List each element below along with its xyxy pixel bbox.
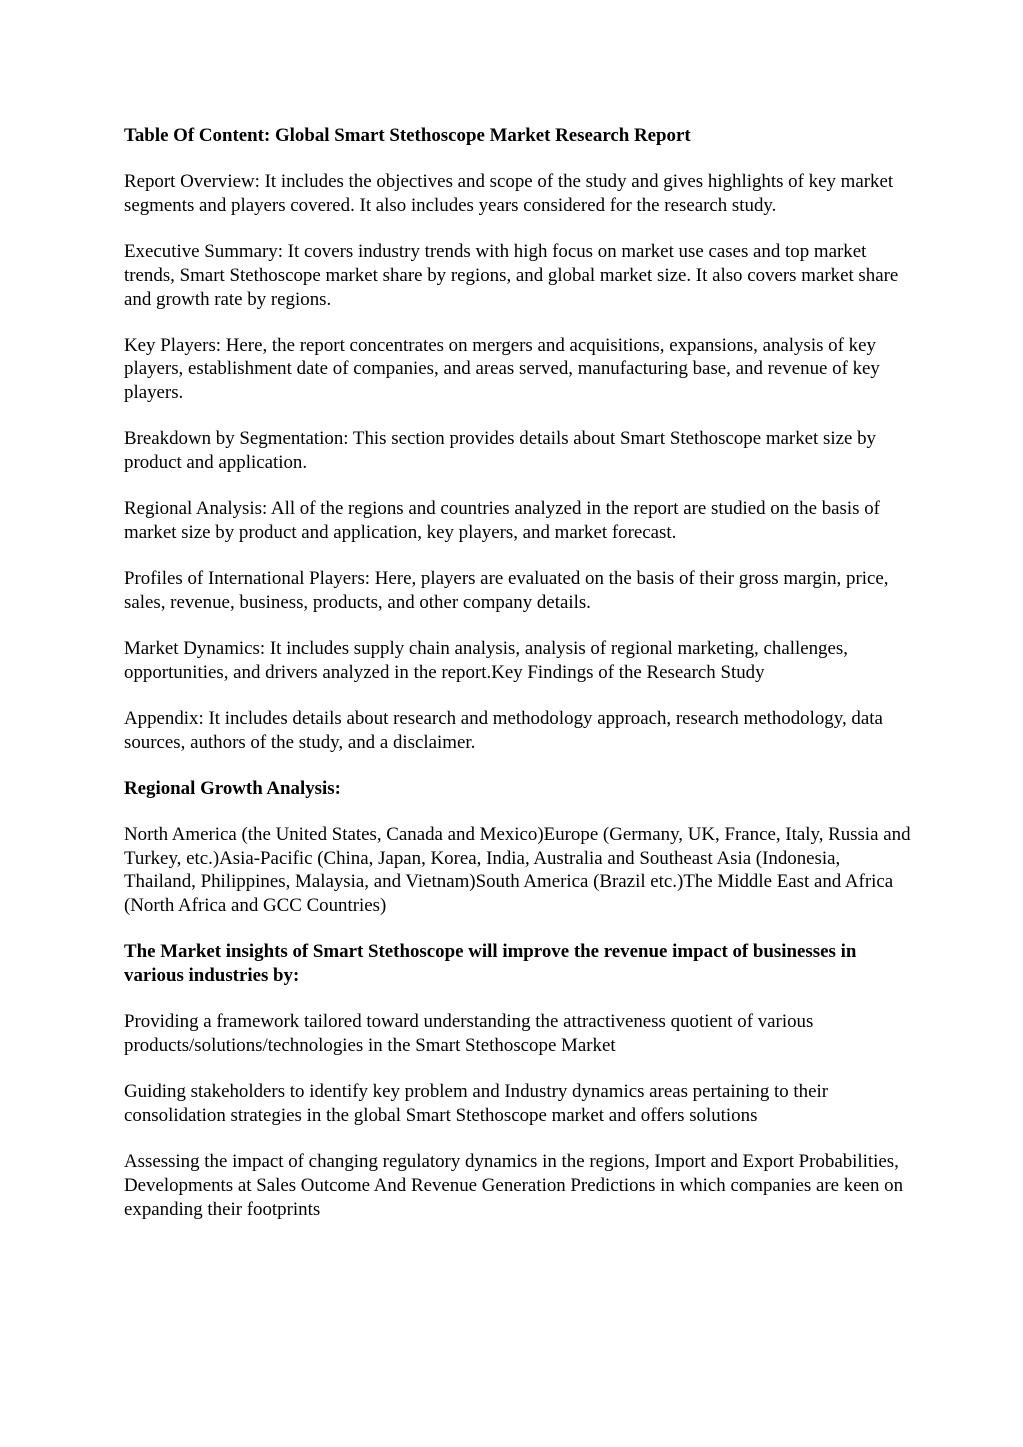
market-insights-heading: The Market insights of Smart Stethoscope will improve the revenue impact of businesses in various industries by: bbox=[124, 941, 857, 987]
toc-item-report-overview: Report Overview: It includes the objectives and scope of the study and gives highlights of key market segments and players covered. It also includes years considered for the research study. bbox=[124, 171, 894, 216]
toc-item-appendix: Appendix: It includes details about research and methodology approach, research methodology, data sources, authors of the study, and a disclaimer. bbox=[124, 707, 883, 753]
toc-item-key-players: Key Players: Here, the report concentrates on mergers and acquisitions, expansions, analysis of key players, establishment date of companies, and areas served, manufacturing base, and revenue of key players. bbox=[124, 334, 880, 404]
document-page bbox=[124, 124, 914, 1244]
insight-item-framework: Providing a framework tailored toward understanding the attractiveness quotient of various products/solutions/technologies in the Smart Stethoscope Market bbox=[124, 1011, 814, 1056]
toc-item-regional-analysis: Regional Analysis: All of the regions and countries analyzed in the report are studied on the basis of market size by product and application, key players, and market forecast. bbox=[124, 498, 880, 543]
toc-item-international-players: Profiles of International Players: Here, players are evaluated on the basis of their gross margin, price, sales, revenue, business, products, and other company details. bbox=[124, 568, 889, 613]
toc-item-segmentation: Breakdown by Segmentation: This section provides details about Smart Stethoscope market size by product and application. bbox=[124, 428, 876, 474]
regional-growth-text: North America (the United States, Canada and Mexico)Europe (Germany, UK, France, Italy, Russia and Turkey, etc.)Asia-Pacific (China, Japan, Korea, India, Australia and Southeast Asia (Indonesia, Thailand, Philippines, Malaysia, and Vietnam)South America (Brazil etc.)The Middle East and Africa (North Africa and GCC Countries) bbox=[124, 824, 911, 917]
document-title: Table Of Content: Global Smart Stethoscope Market Research Report bbox=[124, 125, 691, 146]
toc-item-market-dynamics: Market Dynamics: It includes supply chain analysis, analysis of regional marketing, challenges, opportunities, and drivers analyzed in the report.Key Findings of the Research Study bbox=[124, 638, 848, 683]
toc-item-executive-summary: Executive Summary: It covers industry trends with high focus on market use cases and top market trends, Smart Stethoscope market share by regions, and global market size. It also covers market share and growth rate by regions. bbox=[124, 241, 899, 310]
insight-item-stakeholders: Guiding stakeholders to identify key problem and Industry dynamics areas pertaining to their consolidation strategies in the global Smart Stethoscope market and offers solutions bbox=[124, 1081, 829, 1126]
insight-item-regulatory: Assessing the impact of changing regulatory dynamics in the regions, Import and Export Probabilities, Developments at Sales Outcome And Revenue Generation Predictions in which companies are keen on expanding their footprints bbox=[124, 1151, 904, 1220]
regional-growth-heading: Regional Growth Analysis: bbox=[124, 777, 341, 799]
